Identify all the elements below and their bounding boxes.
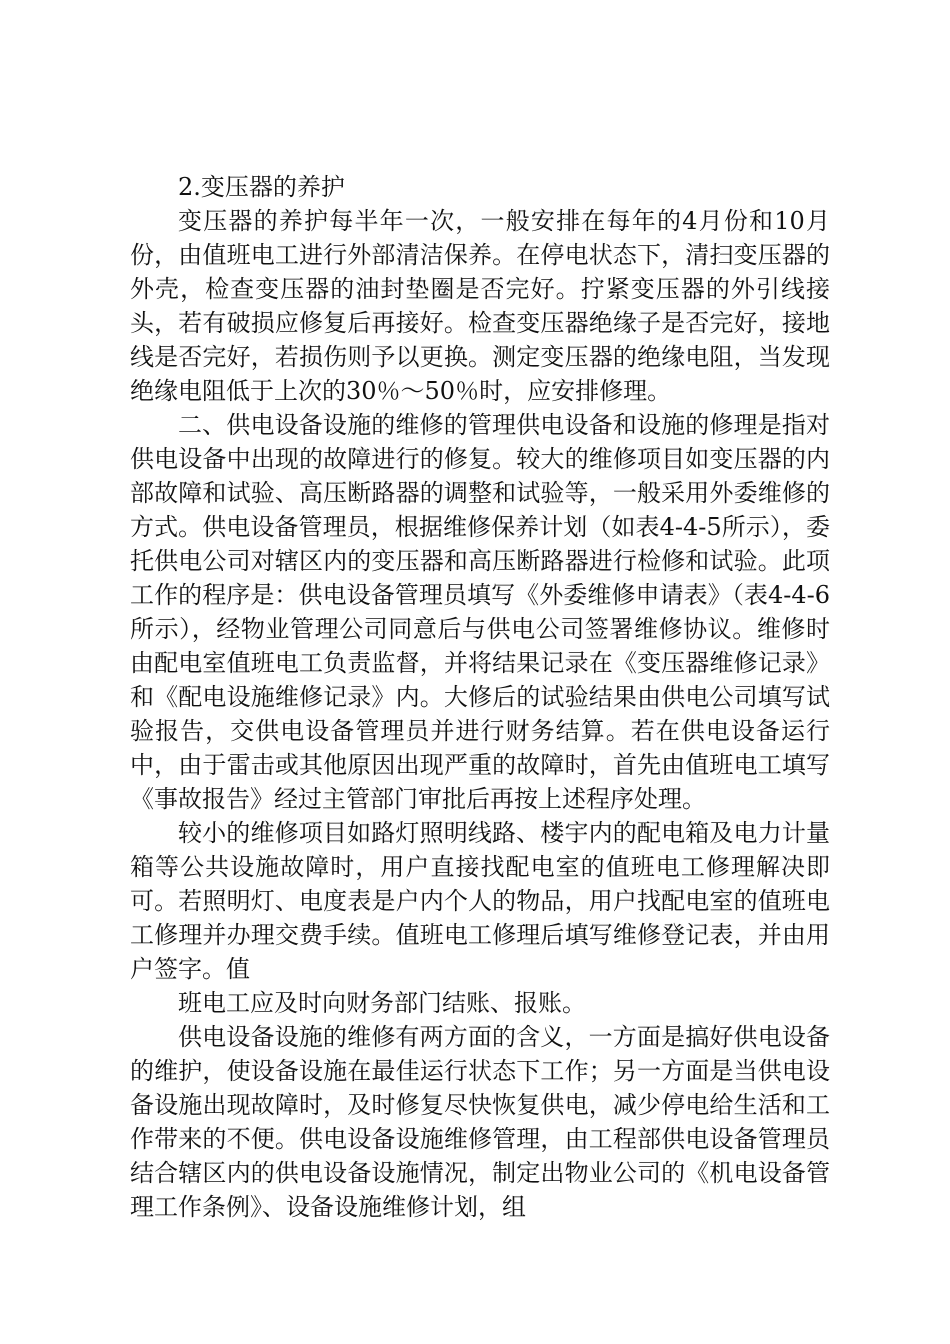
section-heading: 2.变压器的养护: [178, 173, 345, 201]
paragraph-repair-meaning: 供电设备设施的维修有两方面的含义，一方面是搞好供电设备的维护，使设备设施在最佳运行状态下工作；另一方面是当供电设备设施出现故障时，及时修复尽快恢复供电，减少停电给生活和工作带来的不便。供电设备设施维修管理，由工程部供电设备管理员结合辖区内的供电设备设施情况，制定出物业公司的《机电设备管理工作条例》、设备设施维修计划，组: [130, 1023, 830, 1221]
paragraph-minor-repairs: 较小的维修项目如路灯照明线路、楼宇内的配电箱及电力计量箱等公共设施故障时，用户直接找配电室的值班电工修理解决即可。若照明灯、电度表是户内个人的物品，用户找配电室的值班电工修理并办理交费手续。值班电工修理后填写维修登记表，并由用户签字。值: [130, 819, 830, 983]
paragraph-repair-management: 二、供电设备设施的维修的管理供电设备和设施的修理是指对供电设备中出现的故障进行的修复。较大的维修项目如变压器的内部故障和试验、高压断路器的调整和试验等，一般采用外委维修的方式。供电设备管理员，根据维修保养计划（如表4-4-5所示），委托供电公司对辖区内的变压器和高压断路器进行检修和试验。此项工作的程序是：供电设备管理员填写《外委维修申请表》（表4-4-6所示），经物业管理公司同意后与供电公司签署维修协议。维修时由配电室值班电工负责监督，并将结果记录在《变压器维修记录》和《配电设施维修记录》内。大修后的试验结果由供电公司填写试验报告，交供电设备管理员并进行财务结算。若在供电设备运行中，由于雷击或其他原因出现严重的故障时，首先由值班电工填写《事故报告》经过主管部门审批后再按上述程序处理。: [130, 411, 830, 813]
paragraph-settlement: 班电工应及时向财务部门结账、报账。: [178, 989, 586, 1017]
paragraph-transformer-maintenance: 变压器的养护每半年一次，一般安排在每年的4月份和10月份，由值班电工进行外部清洁保养。在停电状态下，清扫变压器的外壳，检查变压器的油封垫圈是否完好。拧紧变压器的外引线接头，若有破损应修复后再接好。检查变压器绝缘子是否完好，接地线是否完好，若损伤则予以更换。测定变压器的绝缘电阻，当发现绝缘电阻低于上次的30％～50％时，应安排修理。: [130, 207, 830, 405]
document-body: [130, 170, 830, 1224]
